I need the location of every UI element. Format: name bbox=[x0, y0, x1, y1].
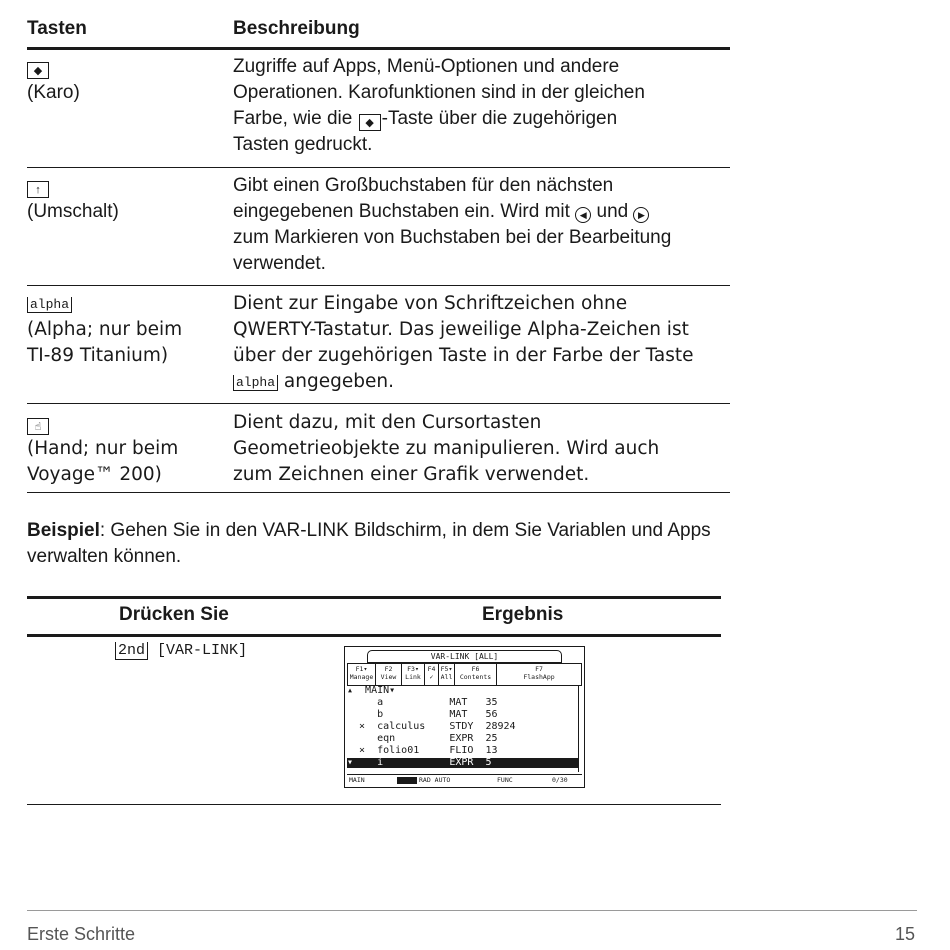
col-header-press: Drücken Sie bbox=[119, 604, 229, 625]
toolbar-tab: F5▾ All bbox=[439, 664, 455, 685]
description-hand bbox=[233, 410, 733, 488]
description-line: Zugriffe auf Apps, Menü-Optionen und andere bbox=[233, 56, 620, 77]
description-line: Operationen. Karofunktionen sind in der gleichen bbox=[233, 82, 645, 103]
alpha-key-label: alpha bbox=[233, 375, 278, 391]
key-name: (Umschalt) bbox=[27, 201, 119, 222]
key-name: TI-89 Titanium) bbox=[27, 345, 169, 366]
list-item: ▴ MAIN▾ bbox=[347, 685, 396, 696]
list-item: × folio01 FLIO 13 bbox=[347, 745, 498, 756]
key-cell-hand bbox=[27, 410, 227, 488]
header-bottom-rule bbox=[27, 634, 721, 637]
key-cell-shift bbox=[27, 173, 227, 225]
function-key-toolbar bbox=[347, 663, 582, 686]
description-line: Geometrieobjekte zu manipulieren. Wird auch bbox=[233, 438, 660, 459]
description-line: verwendet. bbox=[233, 253, 326, 274]
example-line: verwalten können. bbox=[27, 546, 182, 567]
list-item-selected: ▾ i EXPR 5 bbox=[347, 758, 578, 768]
key-name: Voyage™ 200) bbox=[27, 464, 162, 485]
description-line: QWERTY-Tastatur. Das jeweilige Alpha-Zeichen ist bbox=[233, 319, 689, 340]
example-line: Beispiel: Gehen Sie in den VAR-LINK Bildschirm, in dem Sie Variablen und Apps bbox=[27, 520, 711, 541]
header-top-rule bbox=[27, 596, 721, 599]
key-name: (Karo) bbox=[27, 82, 80, 103]
toolbar-tab: F4 ✓ bbox=[425, 664, 439, 685]
diamond-key-icon: ◆ bbox=[27, 62, 49, 79]
diamond-key-icon: ◆ bbox=[359, 114, 381, 131]
list-item: b MAT 56 bbox=[347, 709, 498, 720]
description-line: alpha angegeben. bbox=[233, 369, 733, 395]
row-divider bbox=[27, 167, 730, 168]
col-header-keys: Tasten bbox=[27, 18, 87, 39]
description-alpha bbox=[233, 291, 733, 395]
description-line: Dient dazu, mit den Cursortasten bbox=[233, 412, 542, 433]
row-divider bbox=[27, 285, 730, 286]
status-bar bbox=[347, 774, 582, 785]
toolbar-tab: F2 View bbox=[376, 664, 402, 685]
description-line: Farbe, wie die ◆ -Taste über die zugehörigen bbox=[233, 108, 618, 129]
header-rule bbox=[27, 47, 730, 50]
variable-list bbox=[347, 686, 578, 772]
shift-key-icon: ↑ bbox=[27, 181, 49, 198]
description-line: Gibt einen Großbuchstaben für den nächsten bbox=[233, 175, 614, 196]
footer-rule bbox=[27, 910, 917, 911]
description-line: über der zugehörigen Taste in der Farbe der Taste bbox=[233, 345, 694, 366]
calculator-screen bbox=[344, 646, 585, 788]
key-name: (Alpha; nur beim bbox=[27, 319, 183, 340]
key-cell-diamond bbox=[27, 54, 227, 106]
screen-title: VAR-LINK [ALL] bbox=[367, 650, 562, 663]
var-link-key-label: VAR-LINK bbox=[166, 642, 239, 659]
example-label: Beispiel bbox=[27, 520, 100, 541]
toolbar-tab: F7 FlashApp bbox=[523, 665, 555, 681]
footer-section-title: Erste Schritte bbox=[27, 924, 136, 944]
status-count: 0/30 bbox=[552, 776, 568, 784]
alpha-key-label: alpha bbox=[27, 297, 72, 313]
table-bottom-rule bbox=[27, 492, 730, 493]
key-sequence: 2nd [VAR-LINK] bbox=[115, 642, 247, 659]
arrow-left-key-icon: ◀ bbox=[575, 207, 591, 223]
batt-indicator bbox=[397, 777, 417, 784]
toolbar-tab: F3▾ Link bbox=[402, 664, 425, 685]
description-line: zum Zeichnen einer Grafik verwendet. bbox=[233, 464, 590, 485]
2nd-key-label: 2nd bbox=[115, 642, 148, 660]
toolbar-tab: F6 Contents bbox=[455, 664, 497, 685]
hand-key-icon: ☝ bbox=[27, 418, 49, 435]
key-name: (Hand; nur beim bbox=[27, 438, 179, 459]
description-shift bbox=[233, 173, 733, 277]
list-item: a MAT 35 bbox=[347, 697, 498, 708]
description-line: Dient zur Eingabe von Schriftzeichen ohne bbox=[233, 293, 628, 314]
toolbar-tab: F1▾ Manage bbox=[348, 664, 376, 685]
scrollbar bbox=[578, 686, 582, 772]
description-line: zum Markieren von Buchstaben bei der Bearbeitung bbox=[233, 227, 672, 248]
table-bottom-rule bbox=[27, 804, 721, 805]
list-item: eqn EXPR 25 bbox=[347, 733, 498, 744]
page-number: 15 bbox=[895, 924, 916, 944]
status-folder: MAIN bbox=[349, 776, 365, 784]
status-graph-mode: FUNC bbox=[497, 776, 513, 784]
list-item: × calculus STDY 28924 bbox=[347, 721, 516, 732]
arrow-right-key-icon: ▶ bbox=[633, 207, 649, 223]
key-cell-alpha bbox=[27, 291, 227, 369]
col-header-description: Beschreibung bbox=[233, 18, 360, 39]
status-mode: RAD AUTO bbox=[419, 776, 451, 784]
description-line: eingegebenen Buchstaben ein. Wird mit ◀ und ▶ bbox=[233, 199, 733, 225]
col-header-result: Ergebnis bbox=[482, 604, 564, 625]
row-divider bbox=[27, 403, 730, 404]
description-diamond bbox=[233, 54, 733, 158]
description-line: Tasten gedruckt. bbox=[233, 134, 373, 155]
example-paragraph bbox=[27, 518, 927, 570]
